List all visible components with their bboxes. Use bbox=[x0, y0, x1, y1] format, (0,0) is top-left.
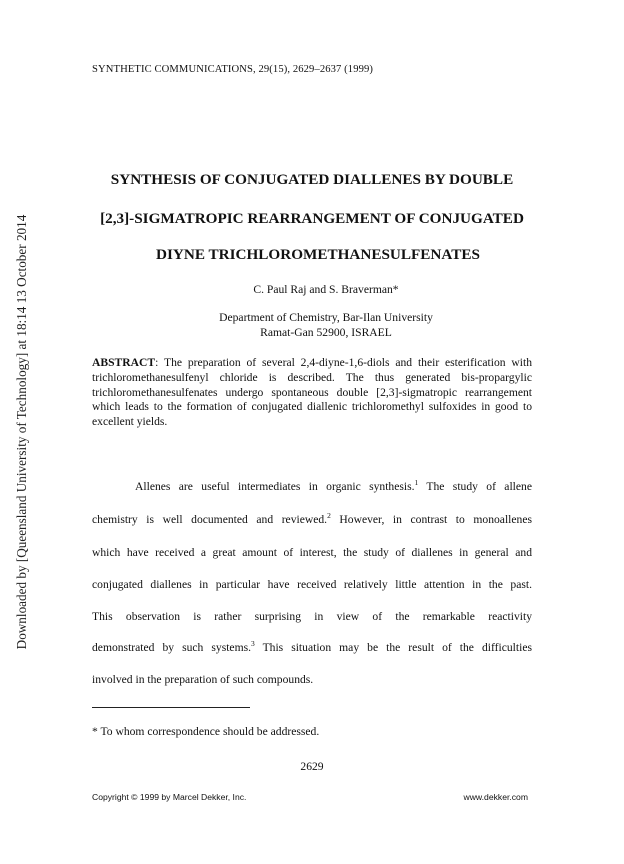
title-line-3: DIYNE TRICHLOROMETHANESULFENATES bbox=[156, 246, 480, 263]
download-watermark: Downloaded by [Queensland University of Technology] at 18:14 13 October 2014 bbox=[14, 214, 29, 650]
reference-3: 3 bbox=[251, 639, 255, 648]
body-line-5: This observation is rather surprising in view of the remarkable reactivity bbox=[92, 610, 532, 623]
footnote: * To whom correspondence should be addressed. bbox=[92, 725, 320, 738]
body-line-7: involved in the preparation of such compounds. bbox=[92, 673, 314, 686]
affiliation-line-2: Ramat-Gan 52900, ISRAEL bbox=[260, 326, 392, 339]
journal-header: SYNTHETIC COMMUNICATIONS, 29(15), 2629–2637 (1999) bbox=[92, 64, 374, 75]
abstract-text: : The preparation of several 2,4-diyne-1,6-diols and their esterification with trichloromethanesulfenyl chloride is described. The thus generated bis-propargylic trichloromethanesulfenates undergo spontaneous double [2,3]-sigmatropic rearrangement which leads to the formation of conjugated diallenic trichloromethyl sulfoxides in good to excellent yields. bbox=[92, 356, 532, 429]
copyright-notice: Copyright © 1999 by Marcel Dekker, Inc. bbox=[92, 792, 247, 802]
body-line-1: Allenes are useful intermediates in organic synthesis.$^1$ The study of allene bbox=[135, 478, 532, 493]
publisher-website: www.dekker.com bbox=[463, 792, 528, 802]
title-line-2: [2,3]-SIGMATROPIC REARRANGEMENT OF CONJUGATED bbox=[100, 210, 524, 227]
body-line-4: conjugated diallenes in particular have received relatively little attention in the past. bbox=[92, 578, 532, 591]
authors: C. Paul Raj and S. Braverman* bbox=[253, 283, 399, 296]
page-number: 2629 bbox=[300, 760, 324, 773]
abstract-label: ABSTRACT bbox=[92, 356, 156, 369]
reference-1: 1 bbox=[414, 478, 419, 487]
body-line-2: chemistry is well documented and reviewed.$^2$ However, in contrast to monoallenes bbox=[92, 511, 532, 526]
abstract bbox=[92, 356, 532, 430]
affiliation-line-1: Department of Chemistry, Bar-Ilan University bbox=[219, 311, 433, 324]
body-line-6: demonstrated by such systems.$^3$ This situation may be the result of the difficulties bbox=[92, 639, 532, 654]
footnote-rule bbox=[92, 707, 250, 708]
title-line-1: SYNTHESIS OF CONJUGATED DIALLENES BY DOUBLE bbox=[110, 171, 514, 188]
body-line-3: which have received a great amount of interest, the study of diallenes in general and bbox=[92, 546, 532, 559]
reference-2: 2 bbox=[327, 511, 331, 520]
